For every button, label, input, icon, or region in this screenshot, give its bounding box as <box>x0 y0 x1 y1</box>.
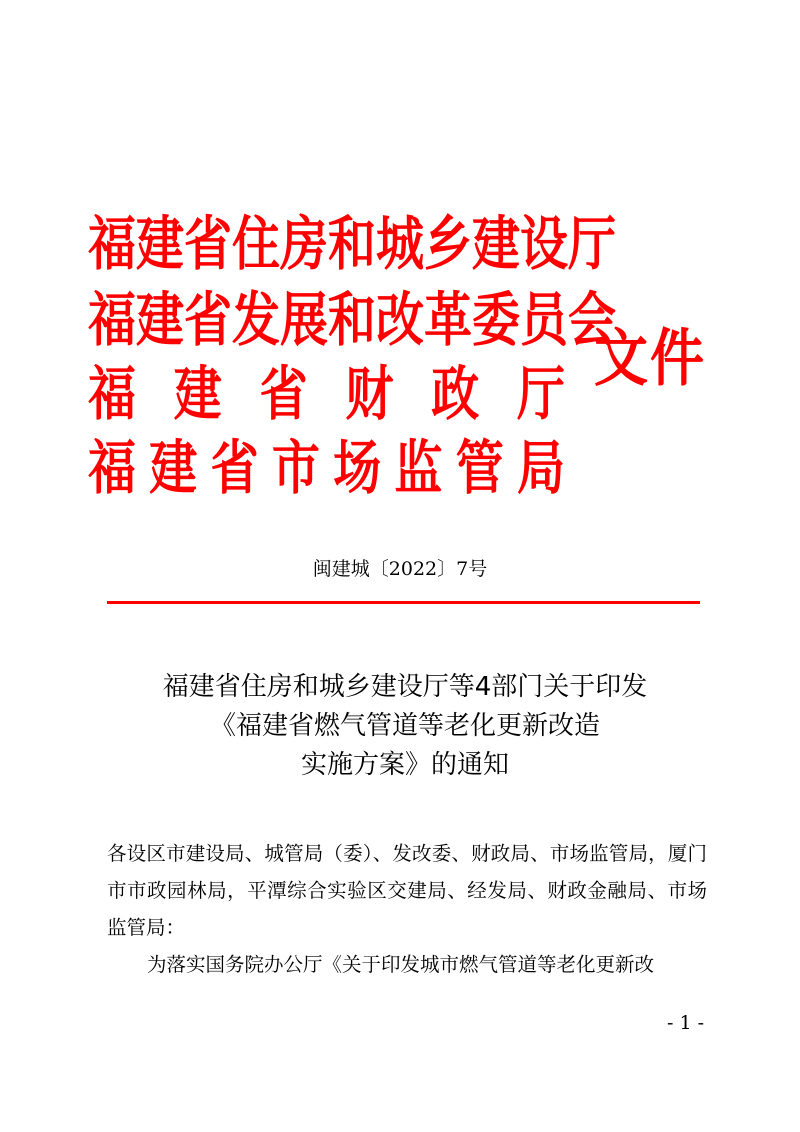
body-paragraph: 为落实国务院办公厅《关于印发城市燃气管道等老化更新改 <box>147 953 655 976</box>
recipients: 各设区市建设局、城管局（委）、发改委、财政局、市场监管局，厦门市市政园林局，平潭综合实验区交建局、经发局、财政金融局、市场监管局： <box>107 842 707 939</box>
issuer-line-1: 福建省住房和城乡建设厅 <box>88 210 617 279</box>
issuer-line-4: 福建省市场监管局 <box>88 434 565 503</box>
document-body <box>107 835 707 983</box>
red-divider <box>107 601 700 604</box>
document-title <box>0 668 800 785</box>
page-number: - 1 - <box>666 1012 704 1034</box>
issuer-line-2: 福建省发展和改革委员会 <box>88 286 617 355</box>
title-line: 《福建省燃气管道等老化更新改造 <box>209 711 600 741</box>
document-number: 闽建城〔2022〕7号 <box>312 558 488 580</box>
document-suffix: 文件 <box>594 322 706 395</box>
title-line: 实施方案》的通知 <box>300 750 509 780</box>
title-line: 福建省住房和城乡建设厅等4部门关于印发 <box>162 672 648 702</box>
issuer-line-3: 福建省财政厅 <box>88 360 565 429</box>
